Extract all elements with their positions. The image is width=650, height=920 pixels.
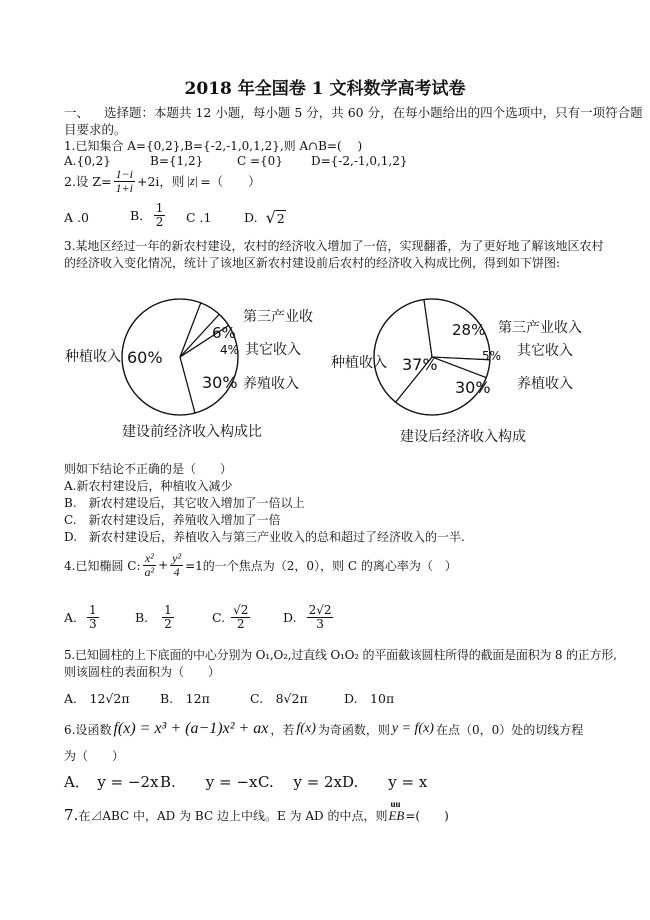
- q6-option-d: D. y = x: [342, 773, 428, 791]
- q4-frac-x: [143, 552, 157, 578]
- q4-option-b-frac: [162, 604, 174, 630]
- q4-option-d-num: 2√2: [308, 603, 332, 617]
- q4-y2: y²: [172, 551, 182, 565]
- q4-option-a: [64, 604, 101, 630]
- section-instruction-line1: 选择题：本题共 12 小题，每小题 5 分，共 60 分，在每小题给出的四个选项中，只有一项符合题: [104, 105, 643, 120]
- q4-four: 4: [173, 564, 180, 579]
- q6-end: 在点（0，0）处的切线方程: [435, 722, 584, 737]
- q2-modulus: |z|: [186, 173, 199, 188]
- q5-option-a: A. 12√2π: [64, 691, 130, 706]
- q3-option-d: D. 新农村建设后，养植收入与第三产业收入的总和超过了经济收入的一半.: [64, 530, 465, 544]
- q2-fraction: [114, 168, 135, 194]
- pie-value-label: 6%: [212, 324, 236, 342]
- q2-option-d-value: 2: [276, 210, 285, 226]
- q6-option-c: C. y = 2x: [258, 773, 343, 791]
- q6-mid: ，若: [270, 722, 295, 737]
- q2-post: +2i，则: [137, 174, 185, 190]
- q4-option-d: [283, 604, 335, 630]
- q2-option-b-den: 2: [155, 214, 164, 229]
- q4-stem: 4.已知椭圆 C: $\frac{\text{x²}}{\text{a²}}$ + $\frac{\text{y²}}{4}$ =1的一个焦点为（2，0），则 C 的离心率为（ ）: [64, 551, 457, 579]
- q1-option-a: A.{0,2}: [64, 154, 111, 168]
- q3-option-b: B. 新农村建设后，其它收入增加了一倍以上: [64, 496, 305, 510]
- q4-option-c-frac: [231, 604, 250, 630]
- pie-value-label: 4%: [220, 343, 240, 357]
- q1-option-b: B={1,2}: [150, 154, 204, 168]
- q5-line1: 5.已知圆柱的上下底面的中心分别为 O₁,O₂,过直线 O₁O₂ 的平面截该圆柱所得的截面是面积为 8 的正方形,: [64, 648, 617, 662]
- pie-chart-before: [65, 299, 313, 440]
- q3-lead: 则如下结论不正确的是（ ）: [64, 462, 233, 476]
- pie-value-label: 28%: [452, 321, 486, 339]
- pie-category-label: 种植收入: [65, 349, 121, 365]
- q2-numerator: 1−i: [115, 167, 133, 181]
- q4-frac-y: [170, 552, 183, 578]
- q4-option-d-label: D.: [283, 609, 297, 625]
- q4-option-c: [212, 604, 252, 630]
- q5-option-d: D. 10π: [344, 691, 395, 706]
- q5-option-c: C. 8√2π: [250, 691, 308, 706]
- section-instruction-line2: 目要求的。: [64, 122, 127, 137]
- q6-line1: [64, 720, 583, 738]
- q7-text: 在⊿ABC 中，AD 为 BC 边上中线。E 为 AD 的中点，则: [78, 809, 388, 823]
- q4-option-c-label: C.: [212, 609, 226, 625]
- q3-line1: 3.某地区经过一年的新农村建设，农村的经济收入增加了一倍，实现翻番，为了更好地了解该地区农村: [64, 239, 604, 253]
- pie-category-label: 其它收入: [517, 343, 573, 359]
- pie-value-label: 37%: [402, 355, 438, 374]
- q2-stem: [64, 168, 261, 194]
- q7-stem: [64, 799, 449, 824]
- q2-option-d: [244, 208, 286, 227]
- q2-option-c: C .1: [186, 210, 212, 225]
- pie-category-label: 养植收入: [517, 376, 573, 392]
- pie-category-label: 第三产业收入: [498, 320, 582, 336]
- vector-arrow-icon: uu: [390, 799, 401, 809]
- q3-option-c: C. 新农村建设后，养殖收入增加了一倍: [64, 513, 281, 527]
- q4-option-c-den: 2: [236, 616, 245, 631]
- section-number: 一、: [64, 105, 90, 120]
- q1-option-d: D={-2,-1,0,1,2}: [311, 154, 408, 168]
- q3-line2: 的经济收入变化情况，统计了该地区新农村建设前后农村的经济收入构成比例，得到如下饼图:: [64, 256, 561, 270]
- q4-option-d-frac: [307, 604, 334, 630]
- q4-option-b-label: B.: [135, 609, 149, 625]
- pie-value-label: 60%: [127, 348, 163, 367]
- q4-option-b-den: 2: [164, 616, 172, 631]
- q2-option-b-num: 1: [155, 201, 164, 215]
- q7-vector-label: EB: [388, 808, 405, 823]
- q4-option-a-den: 3: [89, 616, 97, 631]
- q6-fx: f(x): [296, 721, 316, 736]
- q4-x2: x²: [144, 551, 154, 565]
- q5-option-b: B. 12π: [160, 691, 210, 706]
- q4-post: =1的一个焦点为（2，0），则 C 的离心率为（ ）: [185, 558, 457, 573]
- q4-option-d-den: 3: [316, 616, 324, 631]
- page-title: 2018 年全国卷 1 文科数学高考试卷: [184, 79, 466, 99]
- q7-vector: [388, 799, 405, 824]
- pie-category-label: 种植收入: [331, 355, 387, 371]
- q2-end: =（ ）: [200, 174, 261, 190]
- q4-option-a-num: 1: [89, 603, 97, 617]
- pie-title: 建设后经济收入构成: [400, 429, 526, 445]
- q1-stem: 1.已知集合 A={0,2},B={-2,-1,0,1,2},则 A∩B=( ): [64, 139, 363, 153]
- q6-function: f(x) = x³ + (a−1)x² + ax: [113, 720, 269, 737]
- q6-line2: 为（ ）: [64, 749, 125, 763]
- pie-charts: [50, 285, 610, 450]
- q6-option-b: B. y = −x: [160, 773, 258, 791]
- q4-prefix: 4.已知椭圆 C:: [64, 558, 141, 573]
- q4-option-a-label: A.: [64, 609, 78, 625]
- sqrt-icon: √: [265, 208, 276, 227]
- q6-post: 为奇函数，则: [317, 722, 390, 737]
- pie-chart-after: [331, 299, 582, 445]
- q6-option-a: A． y = −2x: [64, 773, 159, 791]
- q4-option-b-num: 1: [164, 603, 172, 617]
- q7-number: 7.: [64, 806, 79, 824]
- q4-option-c-num: √2: [233, 603, 249, 617]
- pie-title: 建设前经济收入构成比: [122, 424, 262, 440]
- pie-category-label: 其它收入: [245, 342, 301, 358]
- q5-line2: 则该圆柱的表面积为（ ）: [64, 665, 221, 679]
- q2-option-d-label: D.: [244, 210, 258, 225]
- q1-option-c: C ={0}: [237, 154, 283, 168]
- q2-option-a: A .0: [64, 210, 89, 225]
- q4-a2: a²: [144, 564, 155, 579]
- q6-yfx: y = f(x): [391, 721, 434, 736]
- q2-option-b: [130, 202, 167, 228]
- pie-value-label: 30%: [202, 373, 238, 392]
- pie-category-label: 养殖收入: [243, 376, 299, 392]
- q7-post: =( ): [405, 809, 449, 823]
- q4-option-b: [135, 604, 176, 630]
- q3-option-a: A.新农村建设后，种植收入减少: [64, 479, 233, 493]
- pie-value-label: 30%: [455, 378, 491, 397]
- q2-option-b-fraction: [154, 202, 166, 228]
- pie-category-label: 第三产业收: [243, 309, 313, 325]
- q4-option-a-frac: [87, 604, 99, 630]
- q2-denominator: 1+i: [115, 180, 133, 195]
- q2-prefix: 2.设 Z=: [64, 174, 112, 190]
- pie-value-label: 5%: [482, 349, 502, 363]
- q6-prefix: 6.设函数: [64, 722, 112, 737]
- q2-option-b-label: B．: [130, 208, 152, 224]
